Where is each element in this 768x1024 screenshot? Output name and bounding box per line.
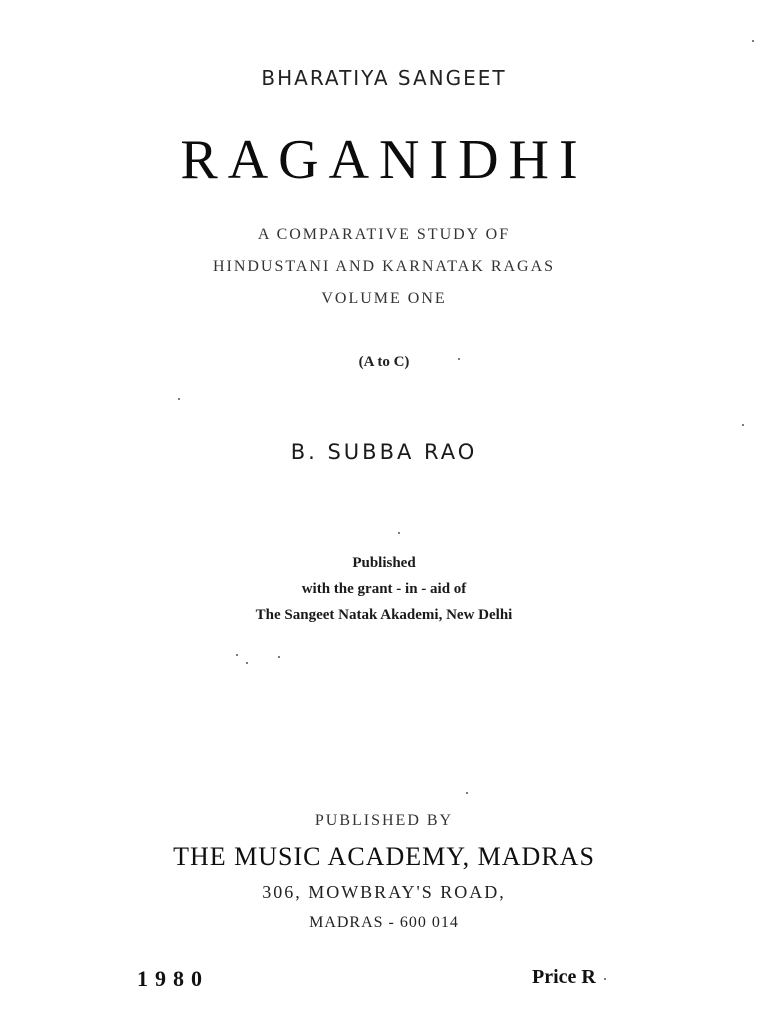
publication-year: 1980 — [137, 966, 209, 991]
author-name: B. SUBBA RAO — [290, 440, 478, 464]
grant-line-2: with the grant - in - aid of — [301, 581, 467, 597]
grant-line-3: The Sangeet Natak Akademi, New Delhi — [255, 607, 513, 623]
scan-speck — [466, 792, 468, 794]
grant-line-1: Published — [352, 555, 416, 571]
series-name: BHARATIYA SANGEET — [261, 66, 507, 90]
publisher-name: THE MUSIC ACADEMY, MADRAS — [173, 842, 595, 871]
price-label: Price R — [532, 966, 596, 988]
scan-speck — [178, 398, 180, 400]
scan-speck — [236, 654, 238, 656]
address-line-1: 306, MOWBRAY'S ROAD, — [262, 882, 506, 902]
volume-range: (A to C) — [358, 354, 410, 370]
volume-label: VOLUME ONE — [321, 290, 447, 307]
subtitle-line-2: HINDUSTANI AND KARNATAK RAGAS — [212, 258, 556, 275]
address-line-2: MADRAS - 600 014 — [309, 914, 459, 931]
subtitle-line-1: A COMPARATIVE STUDY OF — [257, 226, 511, 243]
scan-speck — [278, 656, 280, 658]
book-title: RAGANIDHI — [180, 129, 588, 191]
scan-speck — [742, 424, 744, 426]
scan-speck — [752, 40, 754, 42]
published-by-label: PUBLISHED BY — [314, 812, 454, 829]
scan-speck — [458, 358, 460, 360]
scan-speck — [246, 662, 248, 664]
scan-speck — [398, 532, 400, 534]
scan-speck — [604, 978, 606, 980]
